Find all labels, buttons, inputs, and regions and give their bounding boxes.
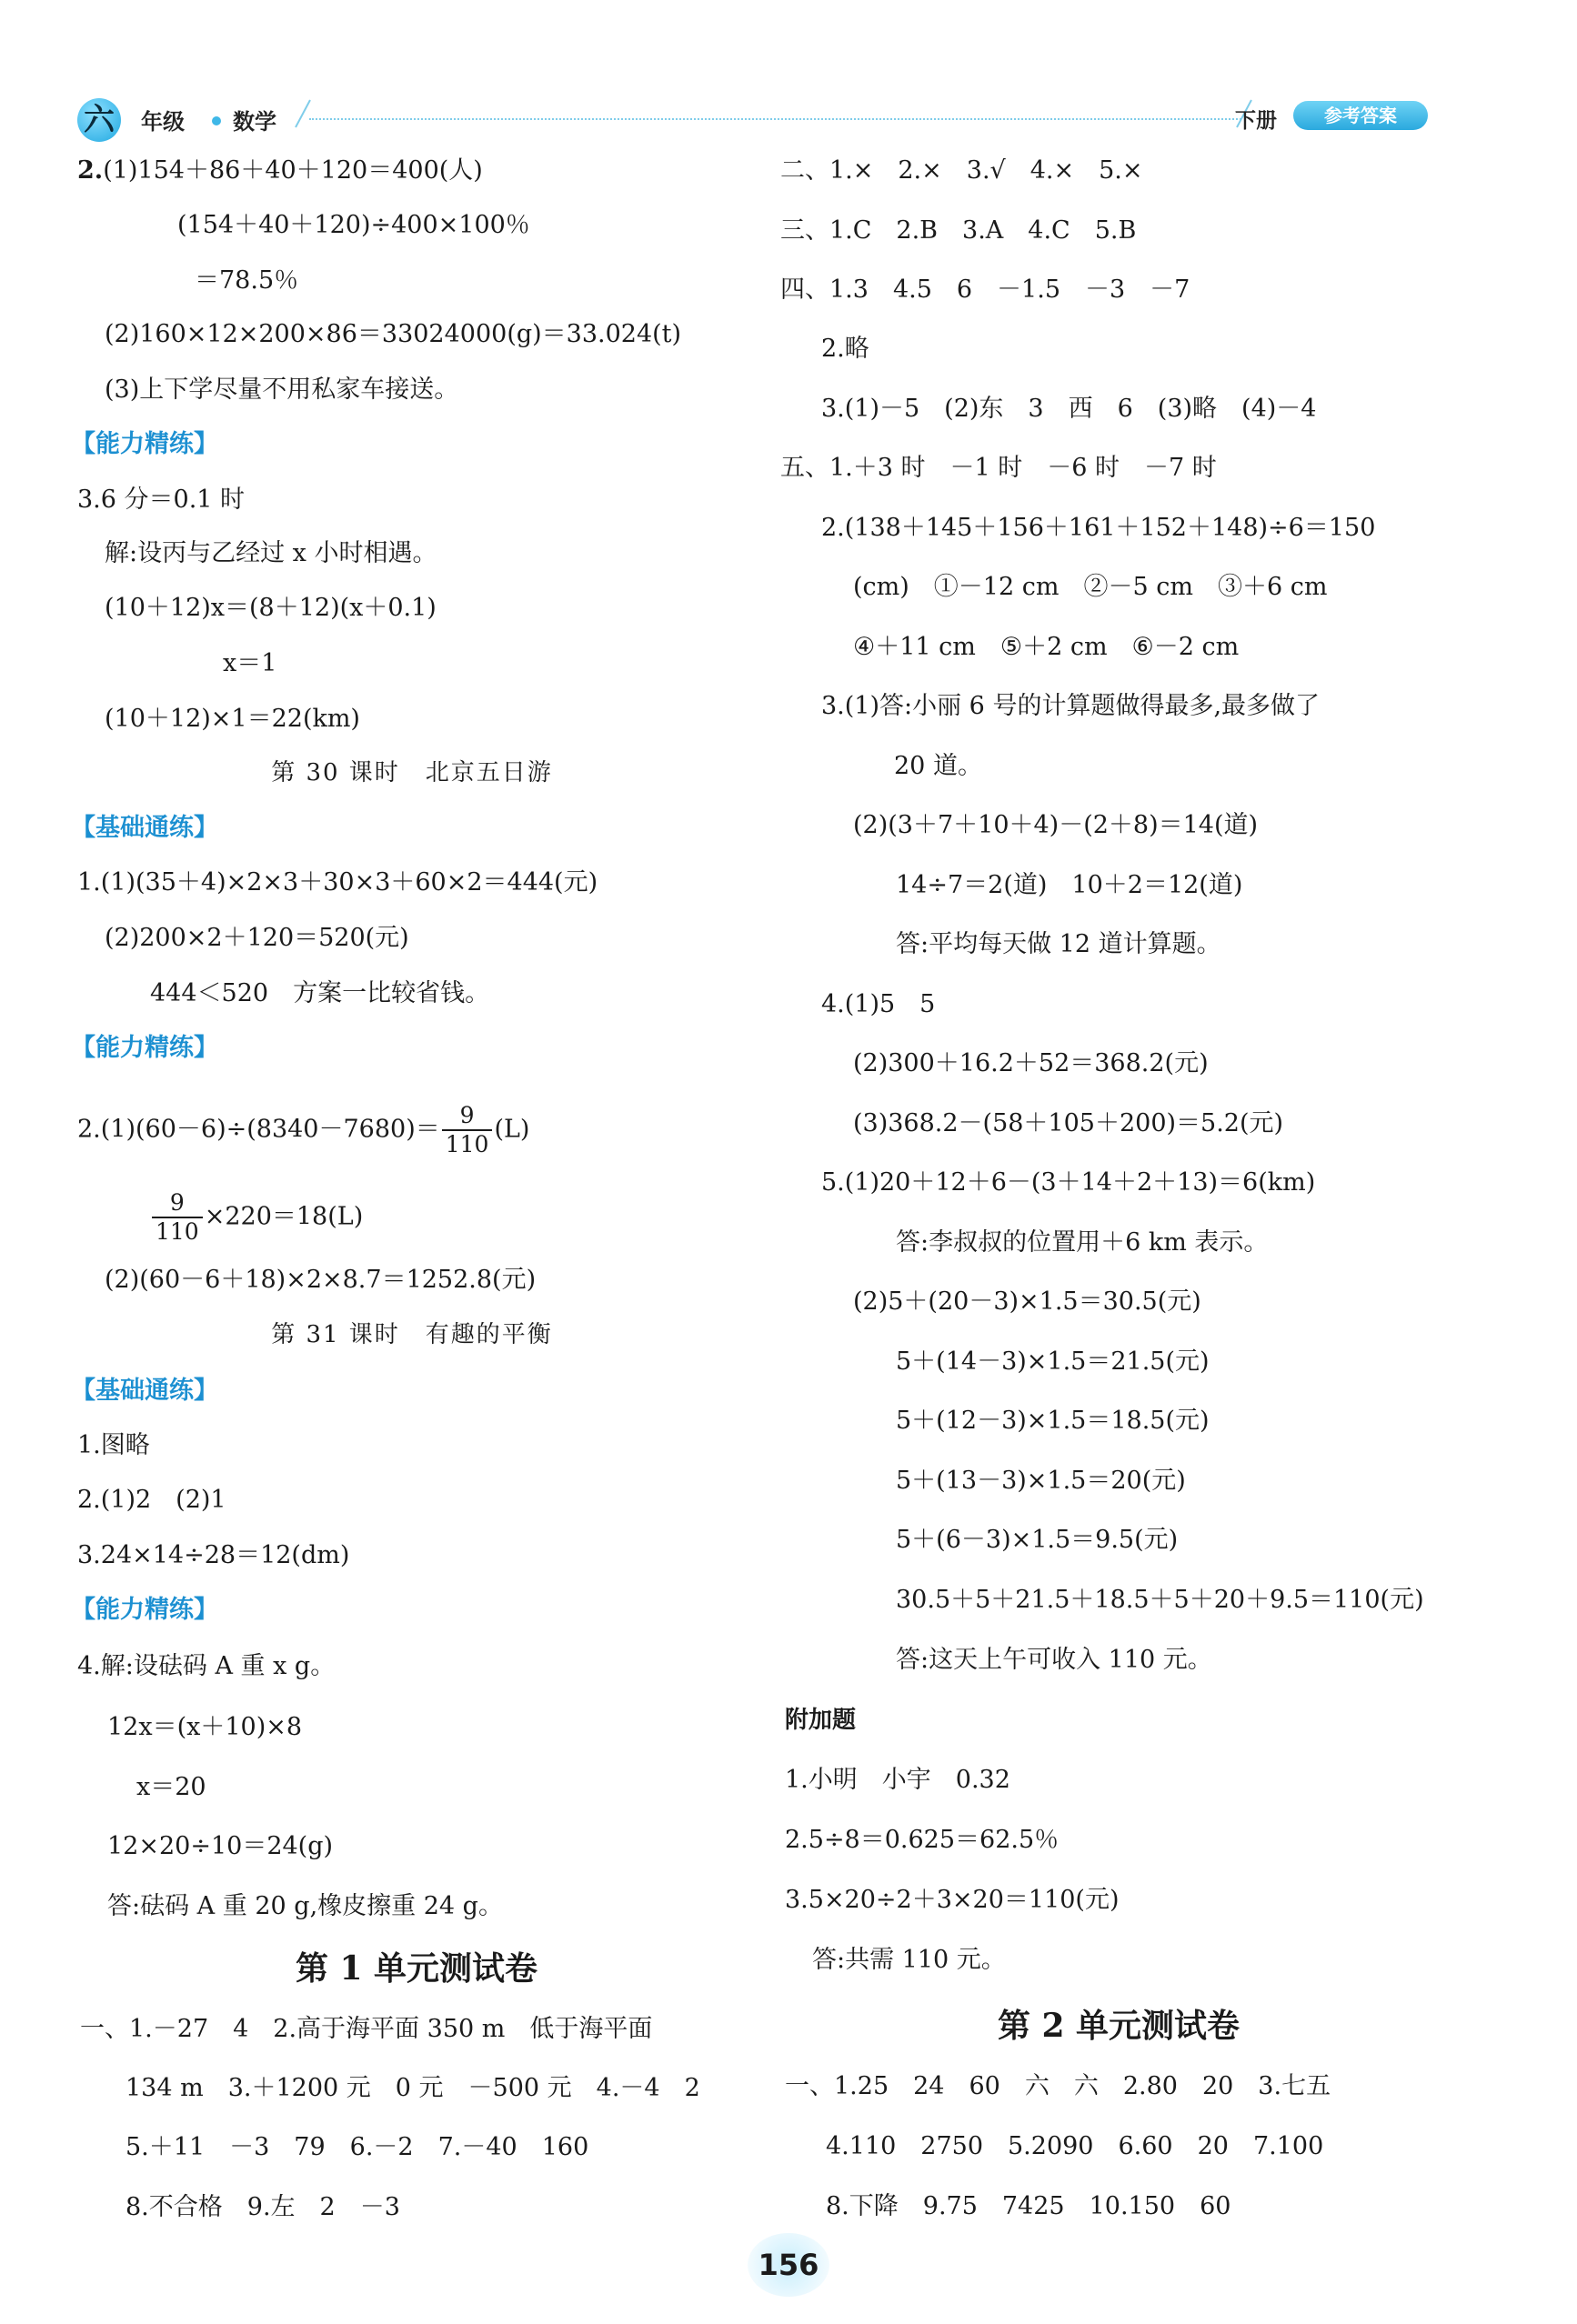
answer-line: 14÷7＝2(道) 10＋2＝12(道) bbox=[896, 871, 1243, 899]
answer-line: 四、1.3 4.5 6 －1.5 －3 －7 bbox=[780, 275, 1190, 304]
answer-line: 5.＋11 －3 79 6.－2 7.－40 160 bbox=[126, 2133, 589, 2161]
answer-line: 3.6 分＝0.1 时 bbox=[77, 486, 246, 514]
answer-line: 解:设丙与乙经过 x 小时相遇。 bbox=[105, 539, 437, 567]
answer-line: 2.5÷8＝0.625＝62.5％ bbox=[785, 1826, 1060, 1854]
answer-line: (154＋40＋120)÷400×100％ bbox=[177, 211, 530, 239]
subject-label: 数学 bbox=[233, 109, 276, 135]
answer-line: (3)368.2－(58＋105＋200)＝5.2(元) bbox=[853, 1109, 1284, 1137]
answer-line: 3.(1)－5 (2)东 3 西 6 (3)略 (4)－4 bbox=[821, 395, 1317, 423]
section-heading: 【基础通练】 bbox=[71, 814, 218, 842]
fraction-numerator: 9 bbox=[442, 1102, 493, 1131]
section-heading: 【能力精练】 bbox=[71, 430, 218, 458]
answer-line: 12×20÷10＝24(g) bbox=[107, 1832, 334, 1860]
answers-badge: 参考答案 bbox=[1293, 101, 1428, 130]
answer-line: 3.24×14÷28＝12(dm) bbox=[77, 1541, 350, 1569]
answer-line bbox=[150, 1189, 363, 1246]
answer-line: 2.略 bbox=[821, 335, 869, 363]
answer-line: (2)300＋16.2＋52＝368.2(元) bbox=[853, 1049, 1209, 1077]
answer-line: 2. (1)154＋86＋40＋120＝400(人) bbox=[77, 156, 483, 185]
answer-line: (3)上下学尽量不用私家车接送。 bbox=[105, 376, 459, 404]
answer-line: 12x＝(x＋10)×8 bbox=[107, 1713, 303, 1741]
answer-line: 8.不合格 9.左 2 －3 bbox=[126, 2193, 400, 2221]
section-heading: 【能力精练】 bbox=[71, 1034, 218, 1062]
answer-line: 5＋(14－3)×1.5＝21.5(元) bbox=[896, 1347, 1210, 1376]
answer-line bbox=[77, 1102, 529, 1158]
answer-line: 三、1.C 2.B 3.A 4.C 5.B bbox=[780, 216, 1137, 245]
answer-line: 1.图略 bbox=[77, 1431, 150, 1459]
fraction-denominator: 110 bbox=[445, 1131, 489, 1157]
answer-line: 8.下降 9.75 7425 10.150 60 bbox=[826, 2192, 1231, 2220]
answer-line: x＝20 bbox=[136, 1773, 206, 1801]
volume-label: 下册 bbox=[1235, 109, 1277, 133]
fraction-tail: ×220＝18(L) bbox=[204, 1202, 364, 1231]
unit-test-title: 第 1 单元测试卷 bbox=[295, 1949, 538, 1988]
answer-line: 2.(138＋145＋156＋161＋152＋148)÷6＝150 bbox=[821, 514, 1376, 542]
answer-line: 30.5＋5＋21.5＋18.5＋5＋20＋9.5＝110(元) bbox=[896, 1586, 1424, 1614]
fraction-denominator: 110 bbox=[156, 1218, 199, 1245]
answer-line: 3.5×20÷2＋3×20＝110(元) bbox=[785, 1886, 1120, 1914]
section-heading: 【能力精练】 bbox=[71, 1596, 218, 1624]
answer-line: (2)(3＋7＋10＋4)－(2＋8)＝14(道) bbox=[853, 811, 1259, 839]
answer-line: 3.(1)答:小丽 6 号的计算题做得最多,最多做了 bbox=[821, 692, 1321, 720]
answer-line: 答:李叔叔的位置用＋6 km 表示。 bbox=[896, 1228, 1269, 1257]
answer-line: 5＋(13－3)×1.5＝20(元) bbox=[896, 1467, 1186, 1495]
lesson-title: 第 31 课时 有趣的平衡 bbox=[271, 1321, 553, 1348]
grade-label: 年级 bbox=[141, 109, 185, 135]
answer-line: 答:共需 110 元。 bbox=[812, 1946, 1006, 1974]
answer-line: 5.(1)20＋12＋6－(3＋14＋2＋13)＝6(km) bbox=[821, 1168, 1316, 1197]
fraction-unit: (L) bbox=[494, 1115, 530, 1144]
answer-line: 4.(1)5 5 bbox=[821, 990, 936, 1018]
answer-line: ＝78.5％ bbox=[195, 266, 299, 295]
fraction bbox=[152, 1189, 203, 1246]
extra-questions-heading: 附加题 bbox=[785, 1707, 857, 1734]
answer-line: 5＋(12－3)×1.5＝18.5(元) bbox=[896, 1407, 1210, 1435]
answer-line: (cm) ①－12 cm ②－5 cm ③＋6 cm bbox=[853, 573, 1328, 601]
separator-dot-icon bbox=[212, 116, 221, 125]
answer-line: 答:这天上午可收入 110 元。 bbox=[896, 1646, 1212, 1674]
fraction-equation: 2.(1)(60－6)÷(8340－7680)＝ bbox=[77, 1115, 440, 1144]
answer-line: (10＋12)x＝(8＋12)(x＋0.1) bbox=[105, 594, 437, 622]
answer-line: 一、1.25 24 60 六 六 2.80 20 3.七五 bbox=[785, 2072, 1331, 2100]
answer-line: ④＋11 cm ⑤＋2 cm ⑥－2 cm bbox=[853, 633, 1240, 661]
answer-line: x＝1 bbox=[223, 649, 277, 677]
header-slash-left bbox=[295, 100, 311, 128]
answer-line: 444＜520 方案一比较省钱。 bbox=[150, 979, 490, 1007]
answer-line: (2)5＋(20－3)×1.5＝30.5(元) bbox=[853, 1287, 1201, 1316]
answer-line: 答:砝码 A 重 20 g,橡皮擦重 24 g。 bbox=[107, 1892, 503, 1920]
answer-line: 20 道。 bbox=[894, 752, 982, 780]
page-number: 156 bbox=[748, 2233, 829, 2297]
unit-test-title: 第 2 单元测试卷 bbox=[997, 2007, 1241, 2045]
answer-line: (2)(60－6＋18)×2×8.7＝1252.8(元) bbox=[105, 1266, 537, 1294]
page-header bbox=[0, 0, 1577, 145]
answer-line: 4.110 2750 5.2090 6.60 20 7.100 bbox=[826, 2132, 1324, 2160]
answer-line: 五、1.＋3 时 －1 时 －6 时 －7 时 bbox=[780, 454, 1217, 482]
answer-line: 一、1.－27 4 2.高于海平面 350 m 低于海平面 bbox=[80, 2015, 653, 2043]
answer-line: 134 m 3.＋1200 元 0 元 －500 元 4.－4 2 bbox=[126, 2074, 700, 2102]
answer-line: 二、1.× 2.× 3.√ 4.× 5.× bbox=[780, 156, 1143, 185]
fraction bbox=[442, 1102, 493, 1158]
grade-badge: 六 bbox=[77, 98, 121, 142]
answer-line: 4.解:设砝码 A 重 x g。 bbox=[77, 1652, 336, 1680]
answer-line: (2)200×2＋120＝520(元) bbox=[105, 924, 409, 952]
section-heading: 【基础通练】 bbox=[71, 1377, 218, 1405]
header-dotted-rule bbox=[309, 118, 1241, 120]
lesson-title: 第 30 课时 北京五日游 bbox=[271, 759, 553, 786]
answer-line: 1.小明 小宇 0.32 bbox=[785, 1766, 1010, 1794]
answer-line: (2)160×12×200×86＝33024000(g)＝33.024(t) bbox=[105, 320, 682, 348]
answer-line: 答:平均每天做 12 道计算题。 bbox=[896, 930, 1221, 958]
answer-line: (10＋12)×1＝22(km) bbox=[105, 705, 360, 733]
answer-line: 2.(1)2 (2)1 bbox=[77, 1486, 226, 1514]
answer-line: 5＋(6－3)×1.5＝9.5(元) bbox=[896, 1526, 1179, 1554]
fraction-numerator: 9 bbox=[152, 1189, 203, 1218]
answer-line: 1.(1)(35＋4)×2×3＋30×3＋60×2＝444(元) bbox=[77, 868, 598, 897]
